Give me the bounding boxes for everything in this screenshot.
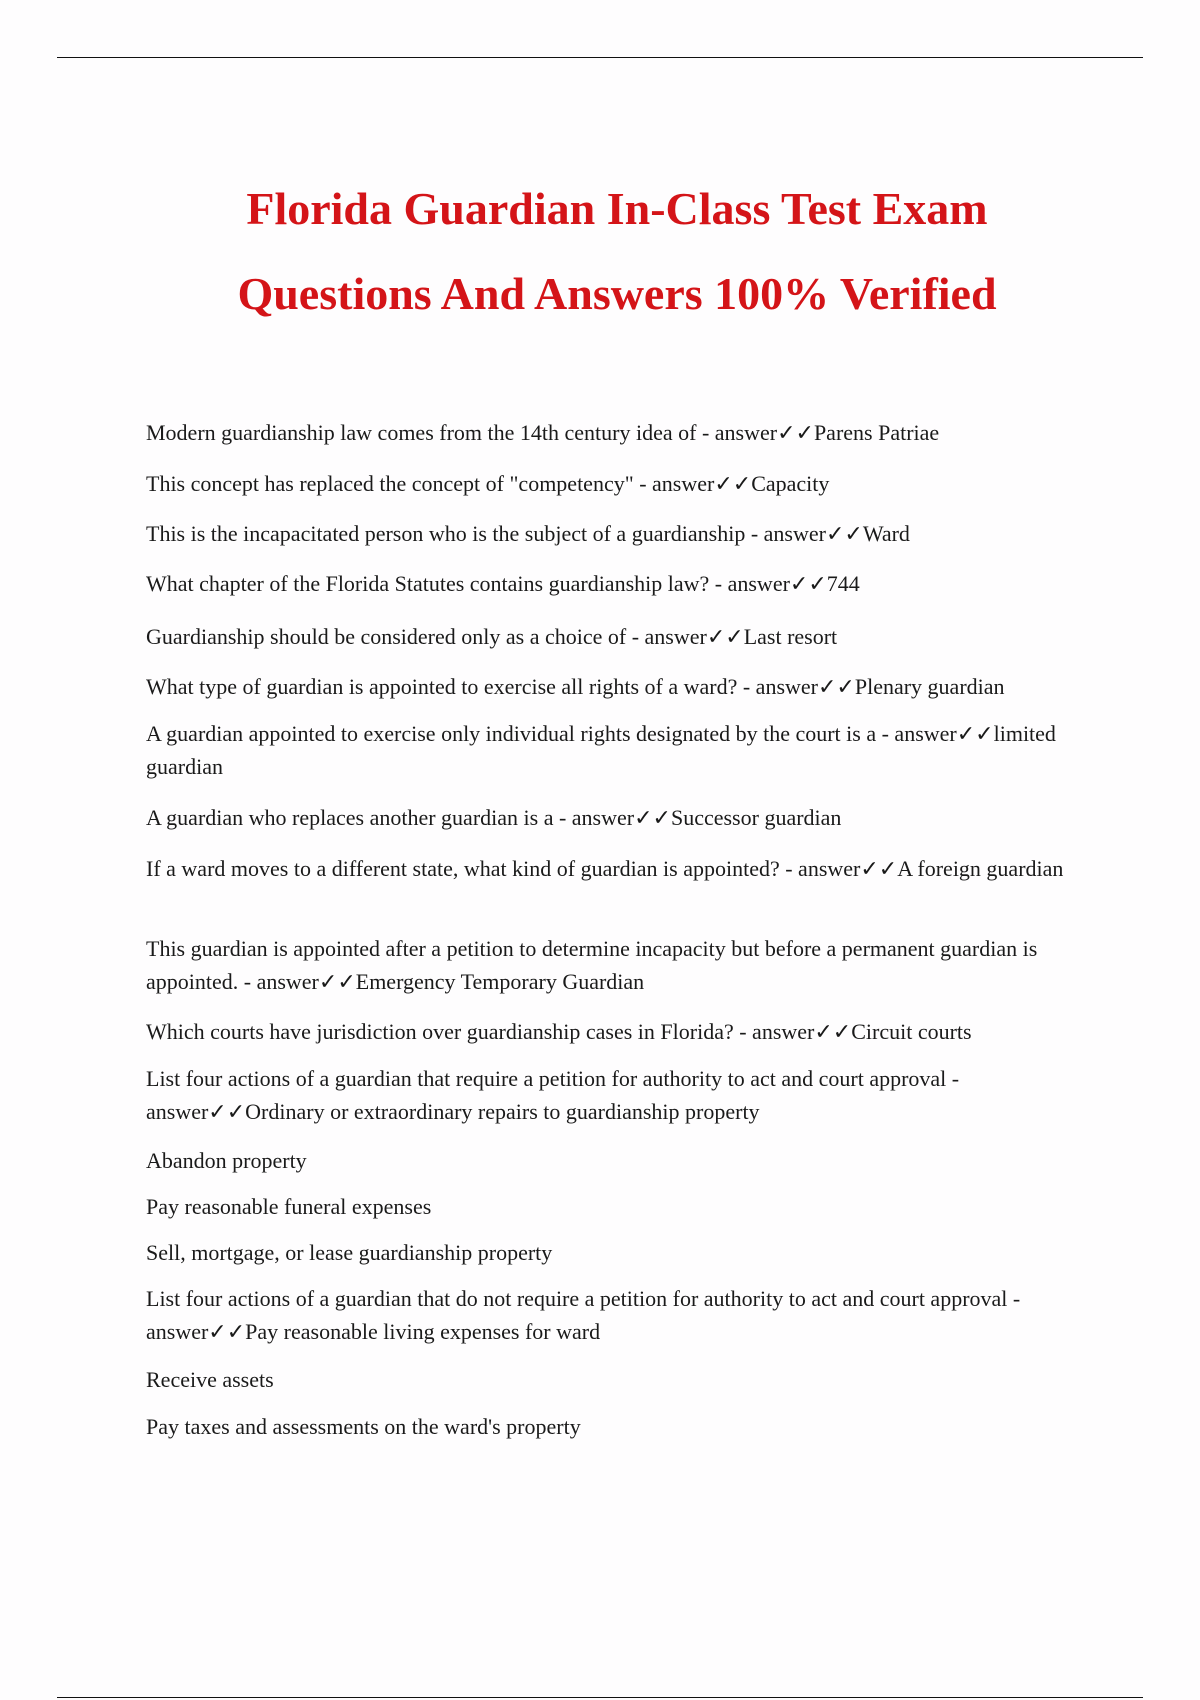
qa-item: List four actions of a guardian that require a petition for authority to act and court approval - answer✓✓Ordinary or extraordinary repairs to guardianship property [146, 1066, 960, 1124]
title-line-1: Florida Guardian In-Class Test Exam [246, 183, 988, 234]
qa-item: Sell, mortgage, or lease guardianship property [146, 1240, 553, 1265]
qa-item: A guardian who replaces another guardian is a - answer✓✓Successor guardian [146, 805, 842, 830]
qa-item: Guardianship should be considered only as a choice of - answer✓✓Last resort [146, 624, 838, 649]
qa-item: Abandon property [146, 1148, 307, 1173]
qa-item: What type of guardian is appointed to exercise all rights of a ward? - answer✓✓Plenary guardian [146, 674, 1005, 699]
qa-item: Pay taxes and assessments on the ward's property [146, 1414, 581, 1439]
footer-rule [57, 1697, 1143, 1698]
qa-item: This guardian is appointed after a petition to determine incapacity but before a permanent guardian is appointed. - answer✓✓Emergency Temporary Guardian [146, 936, 1038, 994]
qa-item: A guardian appointed to exercise only individual rights designated by the court is a - answer✓✓limited guardian [146, 721, 1056, 779]
qa-item: This concept has replaced the concept of "competency" - answer✓✓Capacity [146, 471, 830, 496]
qa-item: List four actions of a guardian that do not require a petition for authority to act and court approval - answer✓✓Pay reasonable living expenses for ward [146, 1286, 1021, 1344]
qa-item: What chapter of the Florida Statutes contains guardianship law? - answer✓✓744 [146, 571, 860, 596]
header-rule [57, 57, 1143, 58]
qa-item: Receive assets [146, 1367, 274, 1392]
qa-item: Modern guardianship law comes from the 14th century idea of - answer✓✓Parens Patriae [146, 420, 940, 445]
qa-item: Pay reasonable funeral expenses [146, 1194, 432, 1219]
document-title [57, 166, 1177, 336]
qa-item: Which courts have jurisdiction over guardianship cases in Florida? - answer✓✓Circuit courts [146, 1019, 972, 1044]
title-line-2: Questions And Answers 100% Verified [237, 268, 997, 319]
qa-item: If a ward moves to a different state, what kind of guardian is appointed? - answer✓✓A foreign guardian [146, 856, 1064, 881]
qa-item: This is the incapacitated person who is the subject of a guardianship - answer✓✓Ward [146, 521, 910, 546]
